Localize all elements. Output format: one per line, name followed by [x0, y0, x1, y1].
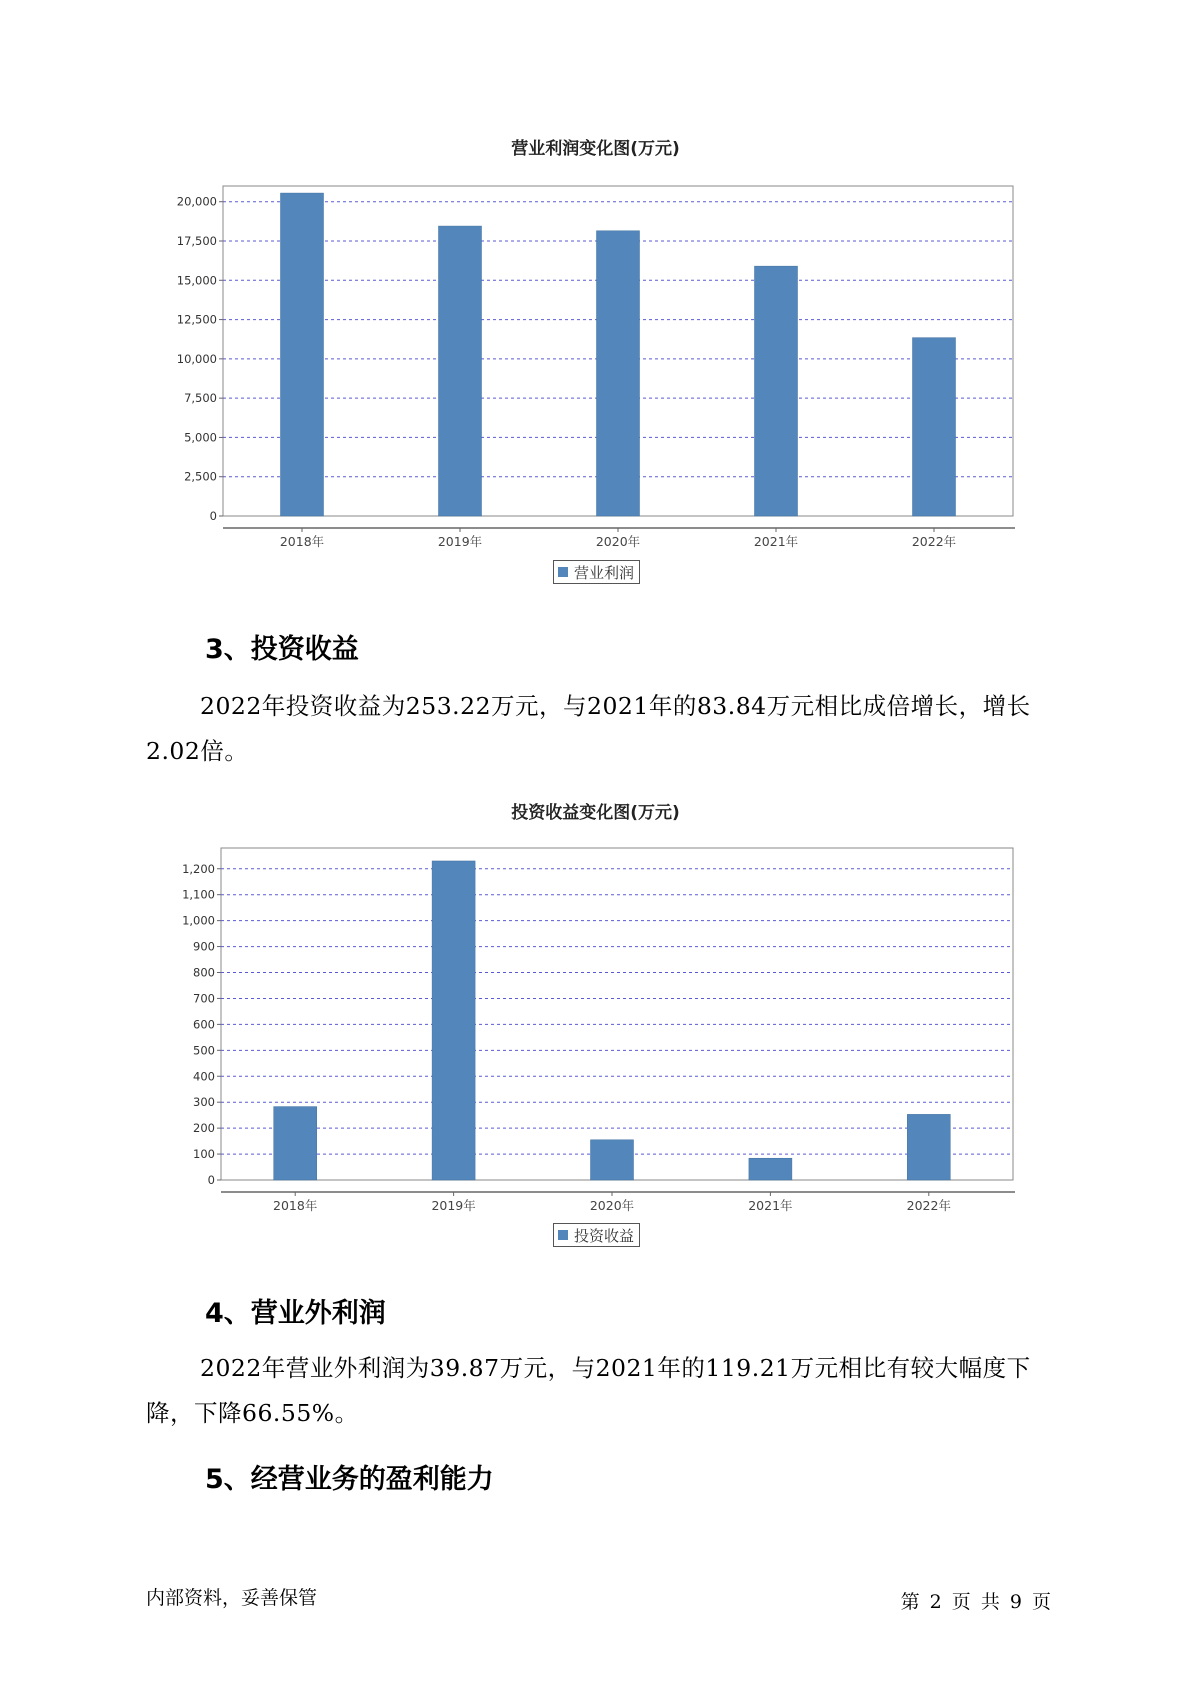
chart-2-title: 投资收益变化图(万元): [511, 803, 680, 823]
y-tick-label: 1,200: [182, 861, 215, 876]
x-tick-label: 2022年: [911, 534, 957, 549]
y-tick-label: 7,500: [184, 391, 217, 406]
y-tick-label: 10,000: [176, 351, 217, 366]
bar: [439, 226, 482, 516]
operating-profit-chart: [0, 150, 1191, 590]
section-3-heading: 3、投资收益: [205, 634, 359, 665]
y-tick-label: 1,000: [182, 913, 215, 928]
x-tick-label: 2018年: [279, 534, 325, 549]
bar: [907, 1114, 950, 1180]
investment-income-chart: [0, 830, 1191, 1250]
bar: [432, 861, 475, 1180]
y-tick-label: 15,000: [176, 273, 217, 288]
section-4-heading: 4、营业外利润: [205, 1298, 386, 1329]
y-tick-label: 1,100: [182, 887, 215, 902]
section-3-paragraph: [146, 684, 1066, 774]
y-tick-label: 17,500: [176, 234, 217, 248]
y-tick-label: 700: [193, 991, 215, 1006]
bar: [281, 193, 324, 516]
section-4-text: 2022年营业外利润为39.87万元，与2021年的119.21万元相比有较大幅度下降，下降66.55%。: [146, 1354, 1031, 1427]
x-tick-label: 2021年: [753, 534, 799, 549]
footer-confidential: 内部资料，妥善保管: [146, 1587, 318, 1609]
y-tick-label: 600: [193, 1017, 215, 1032]
legend-label: 投资收益: [574, 1226, 635, 1245]
section-4-paragraph: [146, 1346, 1066, 1436]
x-tick-label: 2020年: [595, 534, 641, 549]
bar: [591, 1140, 634, 1180]
x-tick-label: 2019年: [431, 1198, 476, 1213]
y-tick-label: 500: [193, 1043, 215, 1058]
x-tick-label: 2019年: [437, 534, 483, 549]
y-tick-label: 400: [193, 1069, 215, 1084]
legend-swatch: [558, 1230, 568, 1240]
section-5-heading: 5、经营业务的盈利能力: [205, 1464, 494, 1495]
bar: [274, 1107, 317, 1180]
y-tick-label: 20,000: [176, 194, 217, 209]
y-tick-label: 0: [209, 509, 217, 523]
bar: [913, 338, 956, 516]
chart-1-title: 营业利润变化图(万元): [511, 139, 680, 159]
y-tick-label: 2,500: [184, 469, 217, 484]
chart-1-legend: [553, 560, 640, 584]
y-tick-label: 200: [193, 1121, 215, 1136]
footer-page-number: 第 2 页 共 9 页: [900, 1591, 1051, 1613]
legend-label: 营业利润: [574, 563, 635, 582]
x-tick-label: 2021年: [748, 1198, 793, 1213]
y-tick-label: 100: [193, 1147, 215, 1162]
y-tick-label: 12,500: [176, 312, 217, 327]
bar: [755, 266, 798, 516]
y-tick-label: 900: [193, 939, 215, 954]
legend-swatch: [558, 567, 568, 577]
x-tick-label: 2022年: [906, 1198, 951, 1213]
x-tick-label: 2018年: [273, 1198, 318, 1213]
x-tick-label: 2020年: [589, 1198, 635, 1213]
y-tick-label: 800: [193, 965, 215, 980]
bar: [749, 1158, 792, 1180]
y-tick-label: 5,000: [184, 430, 217, 445]
chart-2-legend: [553, 1223, 640, 1247]
y-tick-label: 300: [193, 1095, 215, 1110]
section-3-text: 2022年投资收益为253.22万元，与2021年的83.84万元相比成倍增长，增长2.02倍。: [146, 692, 1031, 765]
y-tick-label: 0: [207, 1173, 215, 1187]
bar: [597, 231, 640, 516]
plot-area: [221, 848, 1013, 1180]
